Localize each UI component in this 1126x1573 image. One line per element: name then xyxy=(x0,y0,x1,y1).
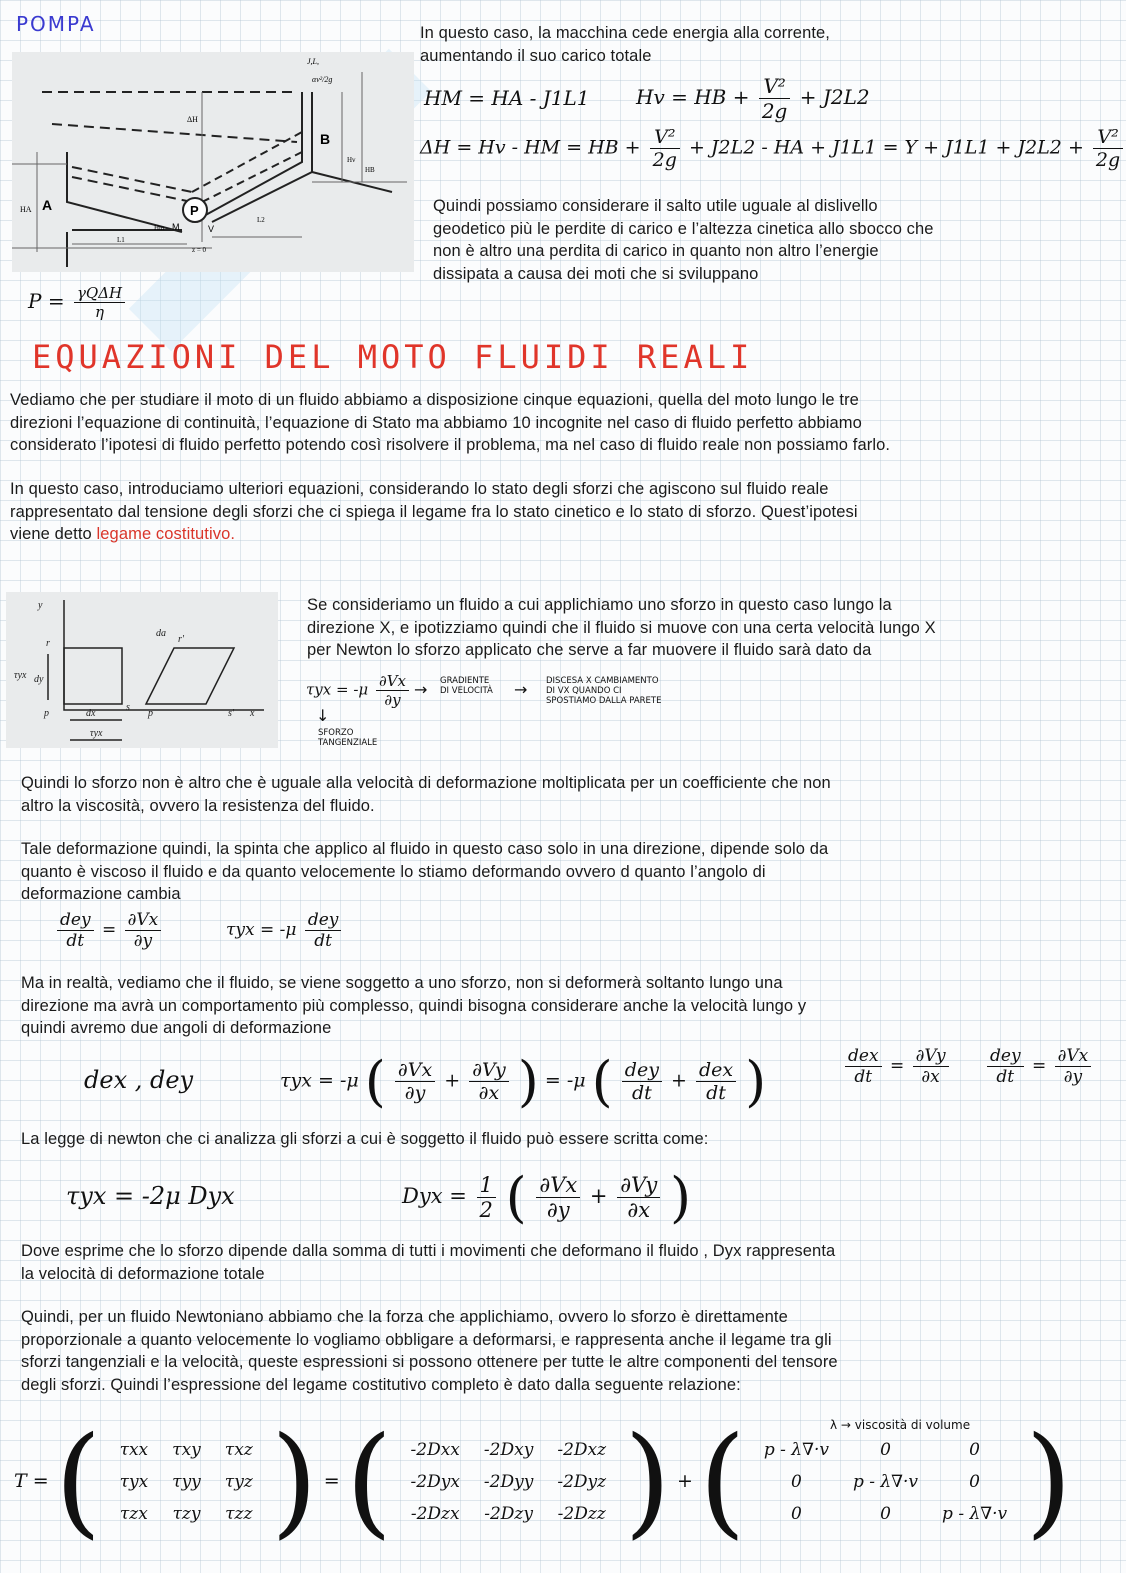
label-B: B xyxy=(320,131,331,147)
matrix-tau xyxy=(108,1434,265,1530)
newtoniano-text: Quindi, per un fluido Newtoniano abbiamo che la forza che applichiamo, ovvero lo sforzo è direttamente proporzionale a quanto velocemente lo vogliamo obbligare a deformarsi, e rappresenta anche il legame tra gli sforzi tangenziali e la velocità, queste espressioni si possono ottenere per tutte le altre componenti del tensore degli sforzi. Quindi l’espressione del legame costitutivo completo è dato dalla seguente relazione: xyxy=(21,1308,838,1394)
eq-half-den: 2 xyxy=(479,1198,493,1222)
P-31: 0 xyxy=(790,1504,802,1524)
label-dH: ΔH xyxy=(187,115,198,124)
D-xz: -2Dxz xyxy=(557,1440,607,1460)
matrix-P xyxy=(752,1434,1019,1530)
eq-tau-full-left: τyx = -μ xyxy=(280,1069,359,1092)
eq-r2-frac1-num: dey xyxy=(987,1046,1024,1067)
pompa-heading: POMPA xyxy=(16,12,96,36)
label-z0: z = 0 xyxy=(192,246,207,254)
eq-tau-left: τyx = -μ xyxy=(306,680,369,699)
label-M: M xyxy=(172,222,180,232)
shear-label-y: y xyxy=(38,600,43,611)
eq-dvx-frac xyxy=(125,910,162,951)
arrow-1: → xyxy=(414,680,428,699)
D-xy: -2Dxy xyxy=(483,1440,534,1460)
P-12: 0 xyxy=(880,1440,891,1460)
label-HB: HB xyxy=(365,166,375,174)
eq-tf-frac1 xyxy=(395,1059,435,1104)
eq-power-den: η xyxy=(95,303,105,321)
eq-hv-left: Hv = HB + xyxy=(636,85,750,109)
D-xx: -2Dxx xyxy=(410,1440,460,1460)
deformation-text: Tale deformazione quindi, la spinta che applico al fluido in questo caso solo in una direzione, dipende solo da quanto è viscoso il fluido e da quanto velocemente lo stiamo deformando ovvero d quanto l’angolo di deformazione cambia xyxy=(21,840,829,903)
shear-diagram-svg xyxy=(6,592,278,748)
label-L2: L2 xyxy=(257,216,265,224)
eq-tau-den: ∂y xyxy=(384,691,401,709)
eq-tf-frac3 xyxy=(622,1059,662,1104)
matrix-plus-sign: + xyxy=(677,1470,693,1492)
eq-r2-frac1-den: dt xyxy=(996,1067,1015,1087)
paragraph-2-text: In questo caso, introduciamo ulteriori equazioni, considerando lo stato degli sforzi che agiscono sul fluido reale rappresentato dal tensione degli sforzi che ci spiega il legame fra lo stato cinetico e lo stato di sforzo. Quest’ipotesi viene detto xyxy=(10,480,858,543)
note-sforzo: SFORZO TANGENZIALE xyxy=(318,728,378,748)
arrow-down: ↓ xyxy=(316,706,330,725)
shear-label-tauyx: τyx xyxy=(90,728,103,739)
eq-dh-frac2-den: 2g xyxy=(1095,149,1121,171)
eq-dex-dvy xyxy=(842,1046,952,1087)
shear-label-p2: p xyxy=(148,708,153,719)
eq-dh-frac1-den: 2g xyxy=(652,149,677,171)
eq-dey-dt xyxy=(54,910,164,951)
eq-power-num: γQΔH xyxy=(74,284,125,303)
eq-power xyxy=(28,284,128,321)
real-behaviour-text: Ma in realtà, vediamo che il fluido, se viene soggetto a uno sforzo, non si deformerà soltanto lungo una direzione ma avrà un comportamento più complesso, quindi bisogna considerare anche la velocità lungo y quindi avremo due angoli di deformazione xyxy=(21,974,807,1037)
eq-tf-frac4-den: dt xyxy=(706,1082,726,1104)
eq-r2-frac2 xyxy=(1055,1046,1092,1087)
eq-tf-frac2-den: ∂x xyxy=(478,1082,500,1104)
label-L1: L1 xyxy=(117,236,125,244)
eq-hv xyxy=(636,74,870,123)
P-11: p - λ∇·v xyxy=(763,1440,829,1460)
eq-D-plus: + xyxy=(589,1184,608,1208)
label-vsq: αv²/2g xyxy=(312,75,333,84)
eq-tf-eq: = -μ xyxy=(544,1069,586,1092)
matrix-eq-sign: = xyxy=(323,1470,340,1492)
tau-xz: τxz xyxy=(224,1440,253,1460)
intro-text: In questo caso, la macchina cede energia alla corrente, aumentando il suo carico totale xyxy=(420,24,830,65)
shear-label-r2: r' xyxy=(178,634,185,645)
eq-dh-frac2 xyxy=(1093,126,1123,171)
D-zy: -2Dzy xyxy=(484,1504,533,1524)
eq-dvx-num: ∂Vx xyxy=(125,910,162,931)
note-discesa: DISCESA X CAMBIAMENTO DI VX QUANDO CI SPOSTIAMO DALLA PARETE xyxy=(546,676,662,706)
eq-dh-frac2-num: V² xyxy=(1093,126,1123,149)
eq-D-frac2-num: ∂Vy xyxy=(617,1173,660,1198)
eq-tau-dey-den: dt xyxy=(314,931,332,951)
eq-tau-frac xyxy=(376,672,409,709)
label-JL: J,L, xyxy=(307,57,319,66)
eq-dh-frac1-num: V² xyxy=(650,126,680,149)
eq-r1-frac1 xyxy=(845,1046,882,1087)
eq-Dyx-left: Dyx = xyxy=(402,1184,467,1208)
label-P: P xyxy=(190,203,199,218)
eq-D-frac1-den: ∂y xyxy=(546,1198,570,1222)
pump-diagram xyxy=(12,52,414,272)
eq-power-frac xyxy=(74,284,125,321)
eq-angles: dex , dey xyxy=(84,1066,194,1094)
eq-tau-dey xyxy=(226,910,344,951)
eq-r1-frac1-den: dt xyxy=(854,1067,873,1087)
eq-r2-frac2-den: ∂y xyxy=(1063,1067,1083,1087)
eq-tf-frac4 xyxy=(696,1059,736,1104)
label-Hv: Hv xyxy=(347,156,356,164)
matrix-D xyxy=(399,1434,619,1530)
shear-label-r: r xyxy=(46,638,50,649)
eq-tf-frac1-den: ∂y xyxy=(404,1082,426,1104)
shear-label-x: x xyxy=(250,708,255,719)
legame-costitutivo-highlight: legame costitutivo. xyxy=(96,525,236,543)
eq-D-frac1-num: ∂Vx xyxy=(536,1173,580,1198)
eq-r2-frac1 xyxy=(987,1046,1024,1087)
eq-tau-dey-num: dey xyxy=(305,910,342,931)
eq-dh-mid: + J2L2 - HA + J1L1 = Y + J1L1 + J2L2 + xyxy=(688,136,1084,159)
eq-tau-dey-left: τyx = -μ xyxy=(226,920,297,940)
eq-dey-dvx xyxy=(984,1046,1094,1087)
eq-half-num: 1 xyxy=(477,1173,496,1198)
D-yx: -2Dyx xyxy=(410,1472,460,1492)
eq-r2-eq: = xyxy=(1031,1056,1047,1076)
P-32: 0 xyxy=(880,1504,891,1524)
shear-label-dx: dx xyxy=(86,708,96,719)
label-HA: HA xyxy=(20,205,32,214)
eq-tf-plus: + xyxy=(444,1069,461,1092)
eq-sign-1: = xyxy=(101,920,117,940)
eq-r1-eq: = xyxy=(889,1056,905,1076)
lambda-note: λ → viscosità di volume xyxy=(830,1418,971,1432)
eq-tau-yx xyxy=(306,672,412,709)
arrow-2: → xyxy=(514,680,528,699)
D-yy: -2Dyy xyxy=(483,1472,534,1492)
eq-dh-frac1 xyxy=(650,126,680,171)
tau-xx: τxx xyxy=(119,1440,149,1460)
eq-dey-frac xyxy=(57,910,94,951)
eq-power-left: P = xyxy=(28,289,65,313)
eq-hm: HM = HA - J1L1 xyxy=(424,86,590,110)
D-zx: -2Dzx xyxy=(410,1504,460,1524)
eq-r1-frac2-num: ∂Vy xyxy=(913,1046,949,1067)
salto-text: Quindi possiamo considerare il salto utile uguale al dislivello geodetico più le perdite di carico e l’altezza cinetica allo sbocco che non è altro una perdita di carico in quanto non altro l’energie dissipata a causa dei moti che si sviluppano xyxy=(433,197,934,283)
P-21: 0 xyxy=(790,1472,802,1492)
tau-zx: τzx xyxy=(119,1504,148,1524)
viscosity-text: Quindi lo sforzo non è altro che è uguale alla velocità di deformazione moltiplicata per un coefficiente che non altro la viscosità, ovvero la resistenza del fluido. xyxy=(21,774,831,815)
eq-r1-frac1-num: dex xyxy=(845,1046,882,1067)
eq-tf-plus2: + xyxy=(670,1069,687,1092)
eq-dh-left: ΔH = Hv - HM = HB + xyxy=(420,136,641,159)
eq-tau-D: τyx = -2μ Dyx xyxy=(66,1182,235,1210)
newton-law-text: La legge di newton che ci analizza gli sforzi a cui è soggetto il fluido può essere scritta come: xyxy=(21,1130,709,1148)
section-title: EQUAZIONI DEL MOTO FLUIDI REALI xyxy=(32,338,754,376)
shear-label-tau: τyx xyxy=(14,670,27,681)
shear-label-s: s xyxy=(126,702,130,713)
D-zz: -2Dzz xyxy=(557,1504,606,1524)
eq-tf-frac4-num: dex xyxy=(696,1059,736,1082)
eq-tau-full: τyx = -μ ( $\frac{\partial Vx}{\partial y}$ + $\frac{\partial Vy}{\partial x}$ ) = -μ ( $\frac{\text{dey}}{dt}$ + $\frac{\text{dex}}{dt}$ ) xyxy=(280,1050,767,1113)
P-23: 0 xyxy=(969,1472,980,1492)
P-13: 0 xyxy=(969,1440,980,1460)
tau-yz: τyz xyxy=(224,1472,253,1492)
tau-xy: τxy xyxy=(172,1440,201,1460)
eq-hv-right: + J2L2 xyxy=(799,85,870,109)
matrix-equation: T = ( τxx τxy τxz τyx τyy τyz τzx τzy τzz ) = ( -2Dxx -2Dxy -2Dxz -2Dyx -2Dyy -2Dyz -2Dzx -2Dzy -2Dzz ) + ( p - λ∇·v 0 0 0 p - λ∇·v 0 0 0 p - λ∇·v ) xyxy=(14,1412,1073,1551)
tau-zz: τzz xyxy=(225,1504,253,1524)
eq-tf-frac1-num: ∂Vx xyxy=(395,1059,435,1082)
eq-dey-den: dt xyxy=(66,931,85,951)
newton-text: Se consideriamo un fluido a cui applichiamo uno sforzo in questo caso lungo la direzione X, e ipotizziamo quindi che il fluido si muove con una certa velocità lungo X per Newton lo sforzo applicato che serve a far muovere il fluido sarà dato da xyxy=(307,596,936,659)
shear-label-s2: s' xyxy=(228,708,235,719)
tau-yy: τyy xyxy=(172,1472,201,1492)
eq-hv-frac xyxy=(759,74,791,123)
eq-tf-frac3-den: dt xyxy=(631,1082,652,1104)
eq-D-frac1 xyxy=(536,1173,580,1222)
eq-half-frac xyxy=(477,1173,496,1222)
D-yz: -2Dyz xyxy=(557,1472,607,1492)
eq-hv-den: 2g xyxy=(761,99,788,123)
label-V: V xyxy=(208,224,215,234)
shear-label-da: da xyxy=(156,628,166,639)
label-Hm: Hm xyxy=(154,224,165,232)
eq-tau-dey-frac xyxy=(305,910,342,951)
eq-dvx-den: ∂y xyxy=(133,931,153,951)
shear-label-dy: dy xyxy=(34,674,44,685)
P-22: p - λ∇·v xyxy=(852,1472,919,1492)
eq-tf-frac3-num: dey xyxy=(622,1059,662,1082)
eq-Dyx: Dyx = $\frac{1}{2}$ ( $\frac{\partial Vx}{\partial y}$ + $\frac{\partial Vy}{\partial x}$ ) xyxy=(402,1166,692,1229)
eq-D-frac2-den: ∂x xyxy=(627,1198,651,1222)
note-gradiente: GRADIENTE DI VELOCITÀ xyxy=(440,676,493,696)
eq-dey-num: dey xyxy=(57,910,94,931)
paragraph-2 xyxy=(10,478,1110,546)
shear-label-p: p xyxy=(44,708,49,719)
matrix-T-label: T = xyxy=(14,1470,49,1492)
eq-tau-num: ∂Vx xyxy=(376,672,409,691)
shear-diagram xyxy=(6,592,278,748)
eq-delta-h xyxy=(420,126,1126,171)
eq-tf-frac2 xyxy=(469,1059,509,1104)
P-33: p - λ∇·v xyxy=(942,1504,1008,1524)
tau-zy: τzy xyxy=(172,1504,201,1524)
eq-tf-frac2-num: ∂Vy xyxy=(469,1059,509,1082)
label-A: A xyxy=(42,197,53,213)
tau-yx: τyx xyxy=(119,1472,149,1492)
eq-hv-num: V² xyxy=(759,74,791,99)
eq-r2-frac2-num: ∂Vx xyxy=(1055,1046,1092,1067)
eq-r1-frac2 xyxy=(913,1046,949,1087)
dyx-text: Dove esprime che lo sforzo dipende dalla somma di tutti i movimenti che deformano il fluido , Dyx rappresenta la velocità di deformazione totale xyxy=(21,1242,836,1283)
eq-D-frac2 xyxy=(617,1173,660,1222)
eq-r1-frac2-den: ∂x xyxy=(921,1067,940,1087)
pump-diagram-svg xyxy=(12,52,414,272)
paragraph-1: Vediamo che per studiare il moto di un fluido abbiamo a disposizione cinque equazioni, quella del moto lungo le tre direzioni l’equazione di continuità, l’equazione di Stato ma abbiamo 10 incognite nel caso di fluido perfetto abbiamo considerato l’ipotesi di fluido perfetto potendo così risolvere il problema, ma nel caso di fluido reale non possiamo farlo. xyxy=(10,391,891,454)
